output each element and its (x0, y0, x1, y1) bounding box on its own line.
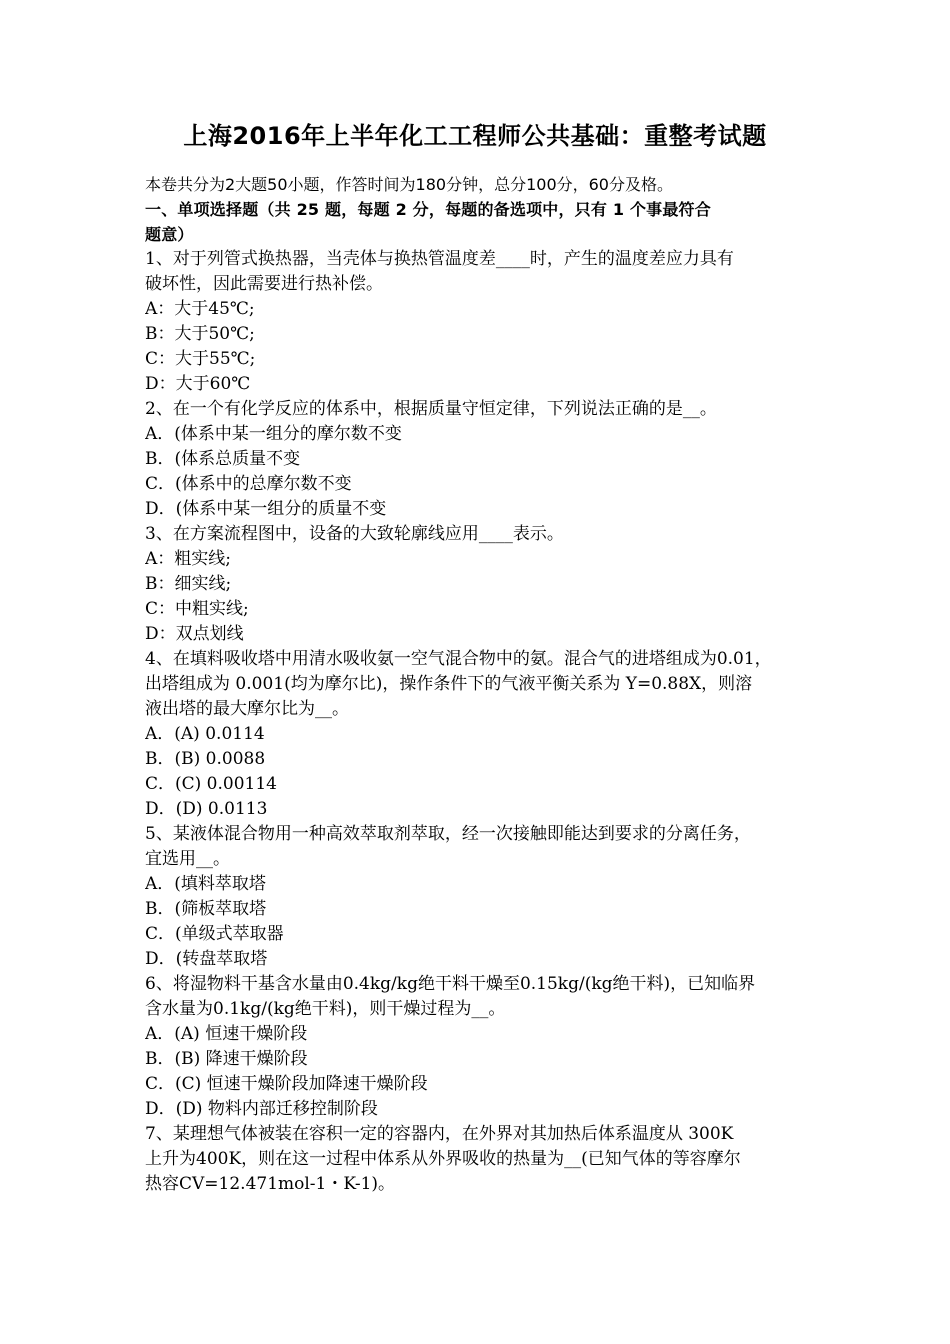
question-stem-line: 破坏性，因此需要进行热补偿。 (145, 274, 383, 294)
question-2 (145, 397, 813, 522)
question-stem-line: 4、在填料吸收塔中用清水吸收氨一空气混合物中的氨。混合气的进塔组成为0.01， (145, 649, 772, 669)
answer-option: A．(填料萃取塔 (145, 874, 266, 894)
section-heading-line-2: 题意） (145, 225, 194, 244)
answer-option: C．(体系中的总摩尔数不变 (145, 474, 352, 494)
question-5 (145, 822, 813, 972)
answer-option: B：细实线; (145, 574, 232, 594)
answer-option: C．(C) 0.00114 (145, 774, 277, 794)
answer-option: B．(B) 降速干燥阶段 (145, 1049, 308, 1069)
answer-option: D．(D) 0.0113 (145, 799, 268, 819)
answer-option: B．(体系总质量不变 (145, 449, 301, 469)
answer-option: A：粗实线; (145, 549, 232, 569)
answer-option: B：大于50℃; (145, 324, 255, 344)
answer-option: A．(A) 0.0114 (145, 724, 265, 744)
question-stem-line: 2、在一个有化学反应的体系中，根据质量守恒定律，下列说法正确的是__。 (145, 399, 717, 419)
answer-option: D．(体系中某一组分的质量不变 (145, 499, 387, 519)
answer-option: C．(C) 恒速干燥阶段加降速干燥阶段 (145, 1074, 428, 1094)
answer-option: A．(体系中某一组分的摩尔数不变 (145, 424, 402, 444)
answer-option: A．(A) 恒速干燥阶段 (145, 1024, 308, 1044)
question-stem-line: 3、在方案流程图中，设备的大致轮廓线应用____表示。 (145, 524, 564, 544)
answer-option: D．(D) 物料内部迁移控制阶段 (145, 1099, 378, 1119)
answer-option: B．(筛板萃取塔 (145, 899, 267, 919)
answer-option: B．(B) 0.0088 (145, 749, 266, 769)
section-heading-line-1: 一、单项选择题（共 25 题，每题 2 分，每题的备选项中，只有 1 个事最符合 (145, 200, 711, 219)
question-stem-line: 6、将湿物料干基含水量由0.4kg/kg绝干料干燥至0.15kg/(kg绝干料)，已知临界 (145, 974, 756, 994)
question-stem-line: 1、对于列管式换热器，当壳体与换热管温度差____时，产生的温度差应力具有 (145, 249, 734, 269)
question-stem-line: 7、某理想气体被装在容积一定的容器内，在外界对其加热后体系温度从 300K (145, 1124, 734, 1144)
document-title: 上海2016年上半年化工工程师公共基础：重整考试题 (183, 122, 767, 150)
answer-option: D：双点划线 (145, 624, 244, 644)
question-6 (145, 972, 813, 1122)
question-stem-line: 上升为400K，则在这一过程中体系从外界吸收的热量为__(已知气体的等容摩尔 (145, 1149, 741, 1169)
question-stem-line: 热容CV=12.471mol-1・K-1)。 (145, 1174, 396, 1194)
document-body (145, 172, 813, 1197)
answer-option: C：大于55℃; (145, 349, 256, 369)
question-4 (145, 647, 813, 822)
question-7 (145, 1122, 813, 1197)
question-stem-line: 5、某液体混合物用一种高效萃取剂萃取，经一次接触即能达到要求的分离任务， (145, 824, 751, 844)
answer-option: C：中粗实线; (145, 599, 249, 619)
question-stem-line: 液出塔的最大摩尔比为__。 (145, 699, 349, 719)
exam-intro: 本卷共分为2大题50小题，作答时间为180分钟，总分100分，60分及格。 (145, 175, 673, 194)
question-1 (145, 247, 813, 397)
question-stem-line: 宜选用__。 (145, 849, 230, 869)
question-3 (145, 522, 813, 647)
answer-option: D：大于60℃ (145, 374, 251, 394)
question-stem-line: 含水量为0.1kg/(kg绝干料)，则干燥过程为__。 (145, 999, 506, 1019)
answer-option: D．(转盘萃取塔 (145, 949, 268, 969)
answer-option: A：大于45℃; (145, 299, 255, 319)
question-stem-line: 出塔组成为 0.001(均为摩尔比)，操作条件下的气液平衡关系为 Y=0.88X，则溶 (145, 674, 753, 694)
answer-option: C．(单级式萃取器 (145, 924, 284, 944)
